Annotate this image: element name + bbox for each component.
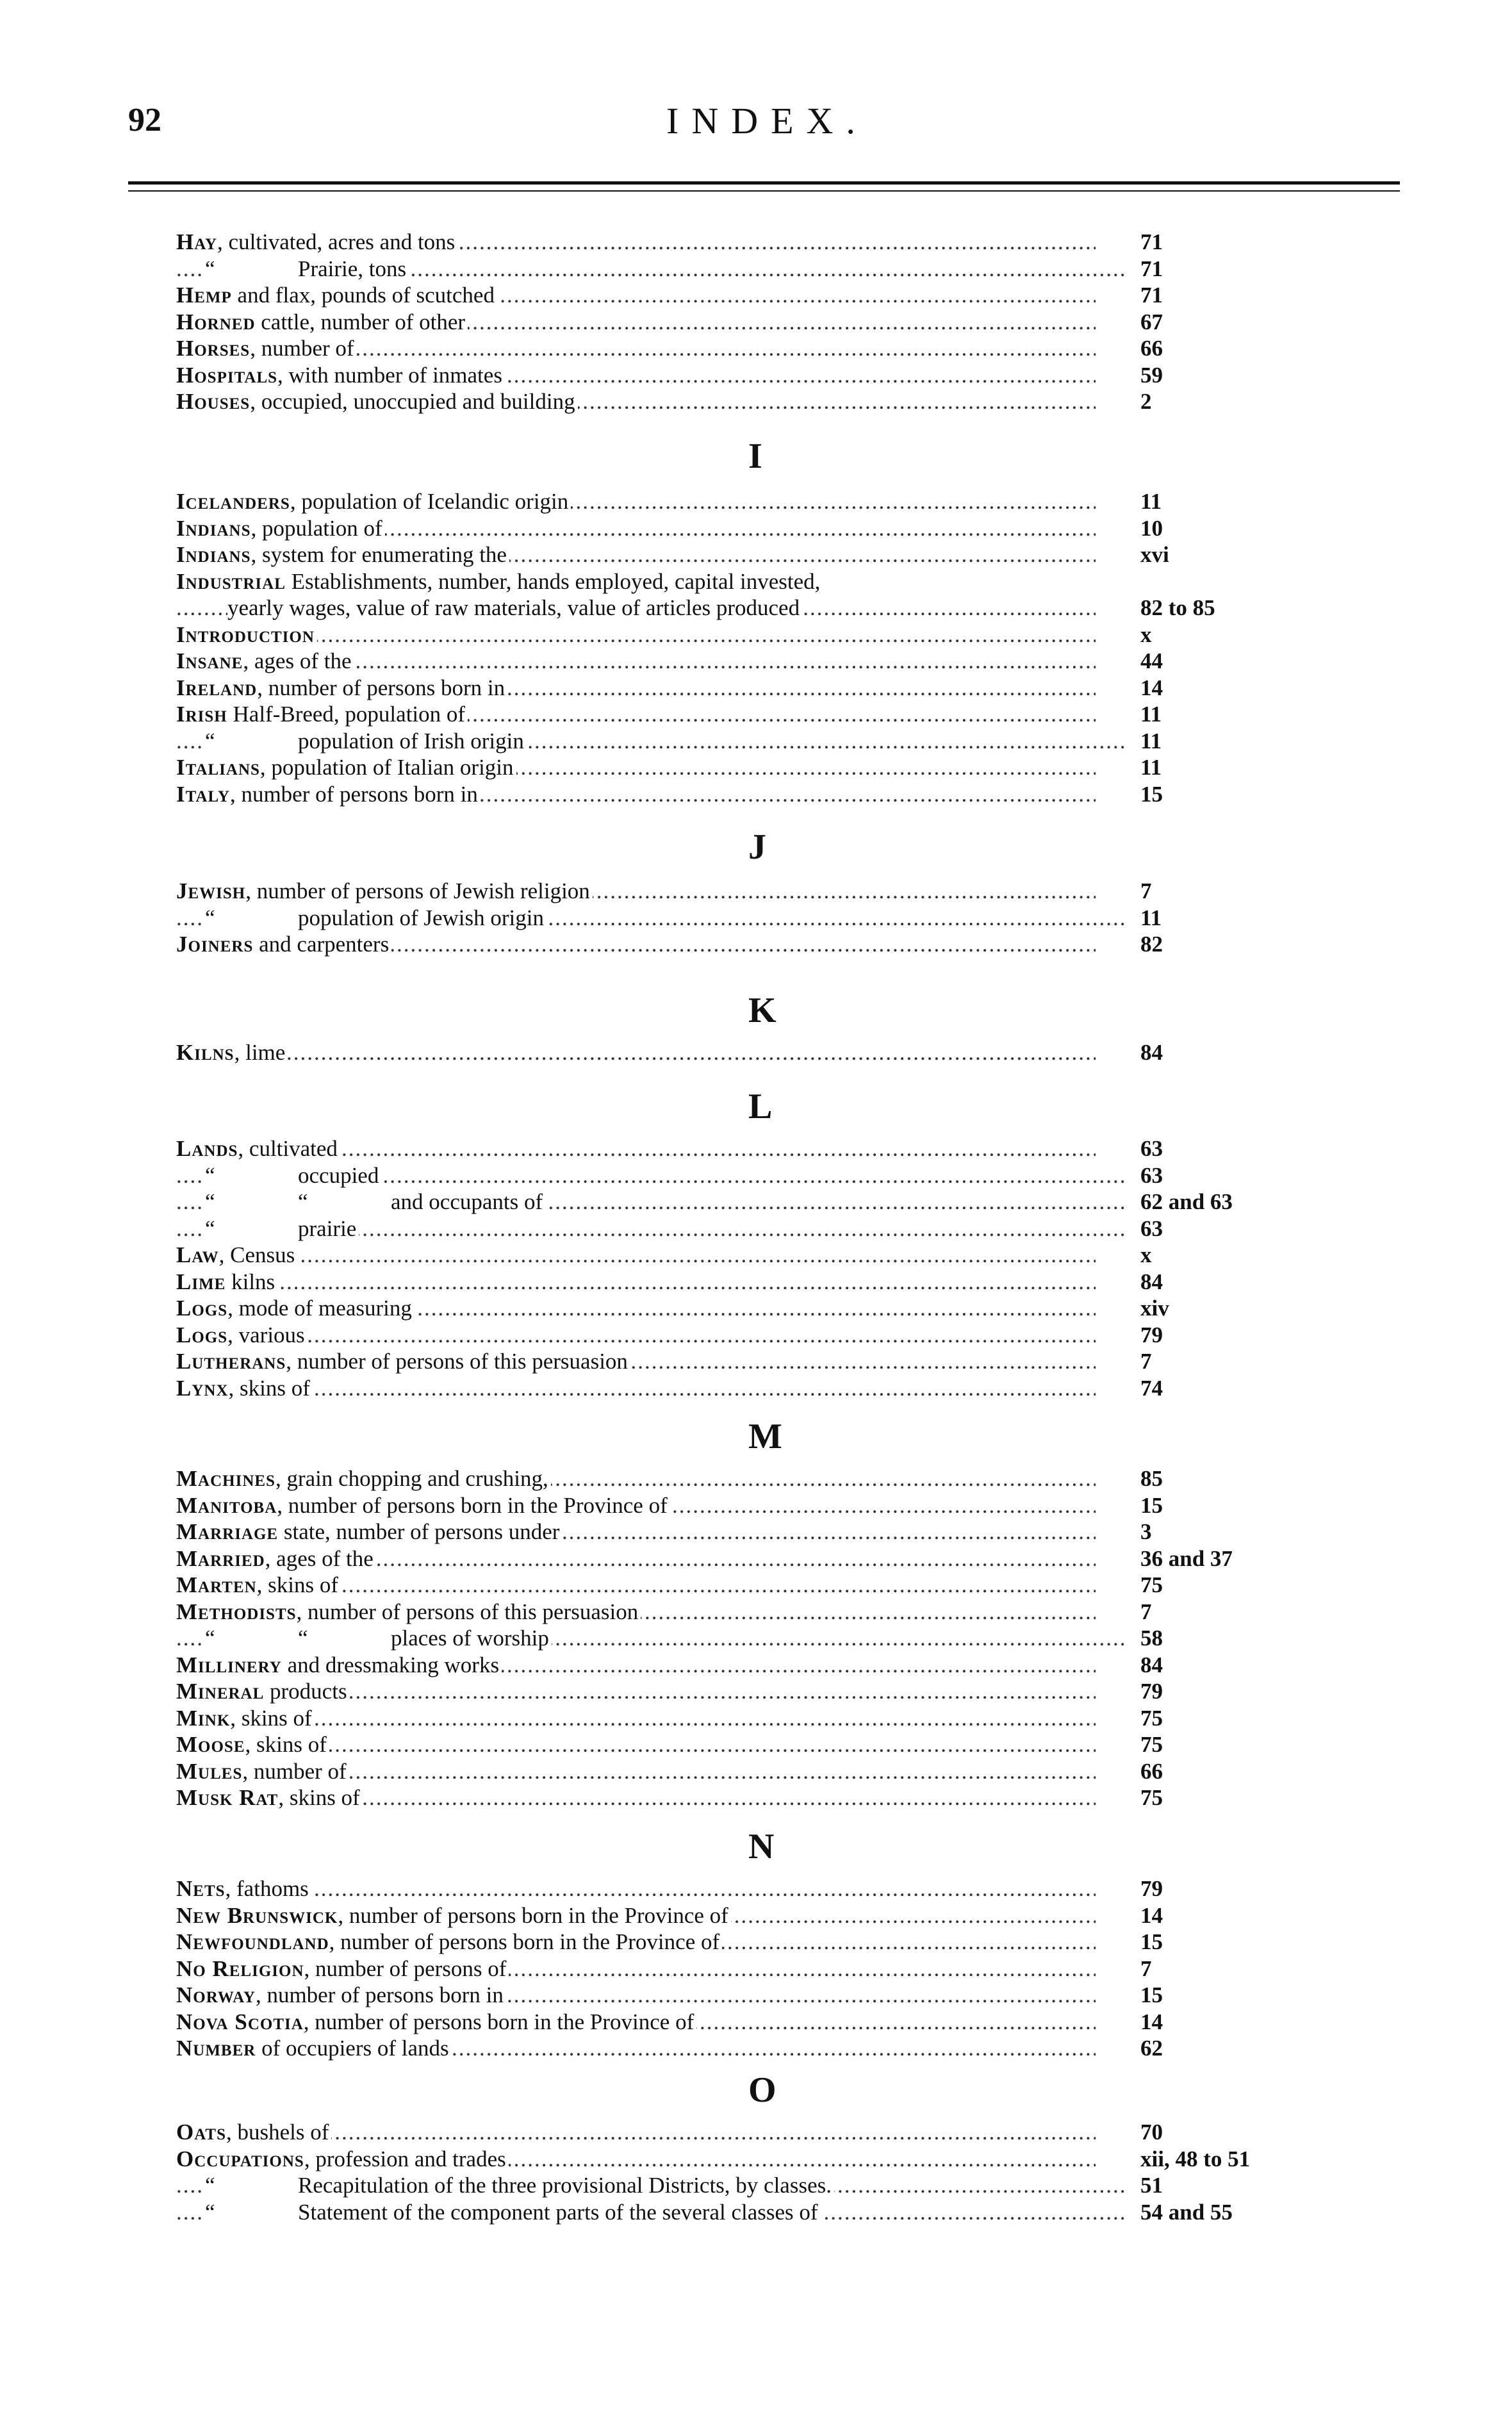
- entry-text: , number of persons born in the Province of: [303, 2009, 694, 2034]
- entry-heading: Nova Scotia: [176, 2009, 304, 2034]
- entry-page-ref: 79: [1140, 1679, 1163, 1704]
- entry-text: , skins of: [256, 1572, 339, 1597]
- entry-text: , lime: [234, 1040, 286, 1065]
- entry-page-ref: 58: [1140, 1626, 1163, 1651]
- index-entry: [176, 514, 1458, 543]
- entry-heading: Lynx: [176, 1375, 229, 1401]
- index-entry: [176, 2171, 1458, 2200]
- entry-heading: Icelanders: [176, 489, 290, 514]
- entry-text: , profession and trades: [304, 2146, 506, 2171]
- entry-text: , cultivated: [238, 1136, 338, 1161]
- entry-heading: Occupations: [176, 2146, 304, 2171]
- entry-page-ref: x: [1140, 622, 1152, 647]
- entry-heading: Law: [176, 1242, 219, 1267]
- index-entry: [176, 1464, 1458, 1493]
- entry-page-ref: 11: [1140, 489, 1162, 514]
- entry-page-ref: 54 and 55: [1140, 2199, 1233, 2225]
- index-entry: [176, 1491, 1458, 1520]
- index-entry: [176, 593, 1458, 622]
- entry-heading: Italians: [176, 755, 260, 780]
- entry-text: , skins of: [278, 1785, 360, 1810]
- index-entry: [176, 1214, 1458, 1243]
- index-entry: [176, 877, 1458, 905]
- entry-heading: Marten: [176, 1572, 257, 1597]
- section-letter-k: K: [748, 991, 777, 1030]
- entry-page-ref: 7: [1140, 1599, 1152, 1624]
- entry-page-ref: 63: [1140, 1215, 1163, 1241]
- entry-text: and flax, pounds of scutched: [231, 283, 495, 308]
- entry-page-ref: 62 and 63: [1140, 1189, 1233, 1214]
- index-entry: [176, 1677, 1458, 1706]
- entry-page-ref: 36 and 37: [1140, 1545, 1233, 1571]
- entry-page-ref: 3: [1140, 1519, 1152, 1544]
- entry-page-ref: 75: [1140, 1732, 1163, 1757]
- entry-text: , skins of: [245, 1732, 327, 1757]
- entry-text: “ “ and occupants of: [205, 1189, 543, 1214]
- entry-text: and carpenters: [253, 932, 390, 957]
- index-entry: [176, 1161, 1458, 1190]
- index-entry: [176, 2198, 1458, 2227]
- entry-text: , number of persons born in the Province of: [338, 1902, 728, 1928]
- index-entry: [176, 567, 1458, 596]
- entry-heading: Mink: [176, 1705, 231, 1731]
- section-letter-n: N: [748, 1827, 775, 1866]
- entry-text: , number of persons of this persuasion: [296, 1599, 639, 1624]
- entry-page-ref: 51: [1140, 2173, 1163, 2198]
- entry-text: , skins of: [230, 1705, 312, 1731]
- index-entry: [176, 2034, 1458, 2063]
- index-entry: [176, 1038, 1458, 1067]
- entry-text: Half-Breed, population of: [227, 702, 466, 727]
- index-entry: [176, 930, 1458, 959]
- index-entry: [176, 1187, 1458, 1216]
- entry-page-ref: 7: [1140, 1956, 1152, 1981]
- entry-heading: Irish: [176, 702, 227, 727]
- entry-page-ref: 11: [1140, 905, 1162, 930]
- index-entry: [176, 727, 1458, 755]
- entry-page-ref: 66: [1140, 336, 1163, 361]
- index-entry: [176, 281, 1458, 309]
- entry-heading: Hospitals: [176, 362, 278, 388]
- index-entry: [176, 620, 1458, 649]
- entry-page-ref: 62: [1140, 2036, 1163, 2061]
- entry-text: , number of persons of: [304, 1956, 507, 1981]
- entry-heading: Jewish: [176, 878, 246, 903]
- entry-heading: Millinery: [176, 1652, 282, 1677]
- page-number: 92: [128, 102, 161, 138]
- entry-text: , number of persons of Jewish religion: [245, 878, 590, 903]
- entry-text: Establishments, number, hands employed, capital invested,: [285, 568, 821, 594]
- index-entry: [176, 1570, 1458, 1599]
- entry-text: products: [264, 1679, 347, 1704]
- entry-text: , skins of: [228, 1375, 310, 1401]
- index-entry: [176, 1783, 1458, 1812]
- entry-page-ref: 70: [1140, 2120, 1163, 2145]
- index-entry: [176, 387, 1458, 416]
- entry-page-ref: xiv: [1140, 1296, 1169, 1321]
- index-entry: [176, 673, 1458, 702]
- index-entry: [176, 1374, 1458, 1403]
- section-letter-i: I: [748, 436, 762, 476]
- entry-heading: Hay: [176, 229, 218, 254]
- index-entry: [176, 361, 1458, 390]
- header-rule-thin: [128, 190, 1400, 192]
- index-entry: [176, 1321, 1458, 1349]
- entry-text: , ages of the: [243, 648, 352, 673]
- entry-text: , population of Italian origin: [259, 755, 514, 780]
- entry-heading: Ireland: [176, 675, 258, 700]
- entry-page-ref: 63: [1140, 1162, 1163, 1188]
- entry-text: “ “ places of worship: [205, 1626, 549, 1651]
- entry-heading: Hemp: [176, 283, 232, 308]
- entry-page-ref: 85: [1140, 1466, 1163, 1491]
- entry-text: “ prairie: [205, 1215, 357, 1241]
- index-entry: [176, 1981, 1458, 2009]
- entry-text: cattle, number of other: [255, 309, 466, 334]
- entry-page-ref: 7: [1140, 878, 1152, 903]
- index-entry: [176, 227, 1458, 256]
- index-entry: [176, 1240, 1458, 1269]
- index-entry: [176, 1954, 1458, 1983]
- entry-heading: Methodists: [176, 1599, 297, 1624]
- entry-text: , grain chopping and crushing,: [275, 1466, 548, 1491]
- entry-page-ref: 14: [1140, 2009, 1163, 2034]
- index-entry: [176, 1704, 1458, 1733]
- entry-page-ref: 14: [1140, 1902, 1163, 1928]
- entry-page-ref: 71: [1140, 256, 1163, 281]
- index-entry: [176, 753, 1458, 782]
- entry-heading: Indians: [176, 515, 251, 541]
- entry-text: “ Recapitulation of the three provisional Districts, by classes.: [205, 2173, 832, 2198]
- entry-heading: Lutherans: [176, 1349, 286, 1374]
- entry-text: kilns: [226, 1269, 275, 1294]
- entry-page-ref: 2: [1140, 389, 1152, 414]
- entry-text: of occupiers of lands: [256, 2036, 449, 2061]
- index-entry: [176, 1517, 1458, 1546]
- entry-text: “ occupied: [205, 1162, 379, 1188]
- page-title: INDEX.: [666, 100, 868, 142]
- index-entry: [176, 1901, 1458, 1930]
- entry-text: “ Prairie, tons: [205, 256, 407, 281]
- index-entry: [176, 1347, 1458, 1376]
- entry-heading: Musk Rat: [176, 1785, 279, 1810]
- entry-heading: Joiners: [176, 932, 254, 957]
- entry-text: , with number of inmates: [277, 362, 502, 388]
- entry-text: , number of persons born in the Province of: [329, 1929, 720, 1954]
- entry-heading: Horned: [176, 309, 256, 334]
- entry-page-ref: 15: [1140, 1929, 1163, 1954]
- entry-text: , system for enumerating the: [251, 542, 507, 567]
- index-entry: [176, 1651, 1458, 1679]
- entry-page-ref: 82: [1140, 932, 1163, 957]
- entry-text: , number of persons born in: [229, 781, 478, 807]
- entry-text: , number of persons of this persuasion: [286, 1349, 628, 1374]
- entry-text: , various: [227, 1322, 305, 1347]
- entry-text: and dressmaking works: [281, 1652, 500, 1677]
- entry-text: yearly wages, value of raw materials, value of articles produced: [227, 595, 800, 620]
- index-entry: [176, 780, 1458, 809]
- entry-heading: Lands: [176, 1136, 238, 1161]
- entry-page-ref: 79: [1140, 1876, 1163, 1901]
- section-letter-j: J: [748, 827, 766, 867]
- index-entry: [176, 2118, 1458, 2146]
- index-entry: [176, 1874, 1458, 1903]
- entry-heading: Marriage: [176, 1519, 279, 1544]
- entry-text: , population of: [251, 515, 382, 541]
- entry-page-ref: 14: [1140, 675, 1163, 700]
- section-letter-l: L: [748, 1087, 773, 1126]
- entry-page-ref: 71: [1140, 283, 1163, 308]
- entry-page-ref: 15: [1140, 1982, 1163, 2007]
- index-entry: [176, 1267, 1458, 1296]
- entry-heading: Mineral: [176, 1679, 265, 1704]
- index-entry: [176, 487, 1458, 516]
- entry-heading: Horses: [176, 336, 251, 361]
- entry-page-ref: 63: [1140, 1136, 1163, 1161]
- index-entry: [176, 903, 1458, 932]
- entry-text: , ages of the: [265, 1545, 374, 1571]
- entry-heading: No Religion: [176, 1956, 304, 1981]
- entry-page-ref: 79: [1140, 1322, 1163, 1347]
- entry-page-ref: 75: [1140, 1705, 1163, 1731]
- entry-heading: Logs: [176, 1296, 228, 1321]
- entry-text: state, number of persons under: [278, 1519, 560, 1544]
- entry-text: , occupied, unoccupied and building: [250, 389, 575, 414]
- entry-heading: Married: [176, 1545, 265, 1571]
- entry-text: , bushels of: [226, 2120, 329, 2145]
- entry-text: , cultivated, acres and tons: [217, 229, 456, 254]
- entry-page-ref: 75: [1140, 1785, 1163, 1810]
- entry-heading: Kilns: [176, 1040, 234, 1065]
- entry-heading: Number: [176, 2036, 256, 2061]
- entry-page-ref: xvi: [1140, 542, 1169, 567]
- index-entry: [176, 1134, 1458, 1163]
- entry-page-ref: xii, 48 to 51: [1140, 2146, 1251, 2171]
- entry-heading: Lime: [176, 1269, 226, 1294]
- entry-page-ref: 11: [1140, 755, 1162, 780]
- entry-text: , population of Icelandic origin: [290, 489, 569, 514]
- entry-text: , fathoms: [225, 1876, 309, 1901]
- header-rule-thick: [128, 181, 1400, 185]
- entry-page-ref: 11: [1140, 728, 1162, 754]
- entry-page-ref: 84: [1140, 1040, 1163, 1065]
- entry-page-ref: 15: [1140, 781, 1163, 807]
- entry-page-ref: 84: [1140, 1269, 1163, 1294]
- section-letter-o: O: [748, 2070, 777, 2110]
- index-entry: [176, 1597, 1458, 1626]
- entry-text: , number of persons born in: [257, 675, 505, 700]
- index-entry: [176, 1757, 1458, 1786]
- entry-heading: Insane: [176, 648, 243, 673]
- entry-text: “ Statement of the component parts of the several classes of: [205, 2199, 818, 2225]
- entry-page-ref: 67: [1140, 309, 1163, 334]
- entry-heading: Norway: [176, 1982, 256, 2007]
- index-entry: [176, 540, 1458, 569]
- entry-heading: Mules: [176, 1758, 243, 1784]
- entry-page-ref: 82 to 85: [1140, 595, 1215, 620]
- entry-heading: Newfoundland: [176, 1929, 329, 1954]
- entry-heading: Indians: [176, 542, 251, 567]
- entry-page-ref: 74: [1140, 1375, 1163, 1401]
- entry-page-ref: x: [1140, 1242, 1152, 1267]
- entry-text: , Census: [218, 1242, 295, 1267]
- entry-page-ref: 11: [1140, 702, 1162, 727]
- entry-heading: Machines: [176, 1466, 275, 1491]
- index-entry: [176, 2145, 1458, 2173]
- index-entry: [176, 1624, 1458, 1652]
- section-letter-m: M: [748, 1417, 782, 1456]
- index-entry: [176, 254, 1458, 283]
- entry-heading: Houses: [176, 389, 251, 414]
- entry-page-ref: 7: [1140, 1349, 1152, 1374]
- index-entry: [176, 1294, 1458, 1322]
- entry-text: , number of persons born in: [255, 1982, 504, 2007]
- index-entry: [176, 1927, 1458, 1956]
- entry-heading: Italy: [176, 781, 230, 807]
- index-entry: [176, 2007, 1458, 2036]
- entry-page-ref: 75: [1140, 1572, 1163, 1597]
- entry-heading: Manitoba: [176, 1492, 277, 1518]
- index-entry: [176, 334, 1458, 363]
- entry-heading: Nets: [176, 1876, 226, 1901]
- index-entry: [176, 1730, 1458, 1759]
- entry-text: , mode of measuring: [227, 1296, 412, 1321]
- entry-page-ref: 71: [1140, 229, 1163, 254]
- index-entry: [176, 308, 1458, 336]
- entry-page-ref: 84: [1140, 1652, 1163, 1677]
- entry-heading: Industrial: [176, 568, 286, 594]
- entry-page-ref: 59: [1140, 362, 1163, 388]
- index-entry: [176, 647, 1458, 675]
- entry-heading: Moose: [176, 1732, 245, 1757]
- index-entry: [176, 700, 1458, 729]
- entry-page-ref: 10: [1140, 515, 1163, 541]
- entry-text: “ population of Jewish origin: [205, 905, 544, 930]
- entry-text: , number of: [242, 1758, 347, 1784]
- entry-text: , number of: [250, 336, 354, 361]
- entry-heading: New Brunswick: [176, 1902, 338, 1928]
- entry-text: “ population of Irish origin: [205, 728, 524, 754]
- entry-page-ref: 15: [1140, 1492, 1163, 1518]
- entry-heading: Introduction: [176, 622, 315, 647]
- entry-text: , number of persons born in the Province of: [277, 1492, 668, 1518]
- entry-heading: Logs: [176, 1322, 228, 1347]
- entry-page-ref: 66: [1140, 1758, 1163, 1784]
- entry-heading: Oats: [176, 2120, 227, 2145]
- entry-page-ref: 44: [1140, 648, 1163, 673]
- index-entry: [176, 1544, 1458, 1573]
